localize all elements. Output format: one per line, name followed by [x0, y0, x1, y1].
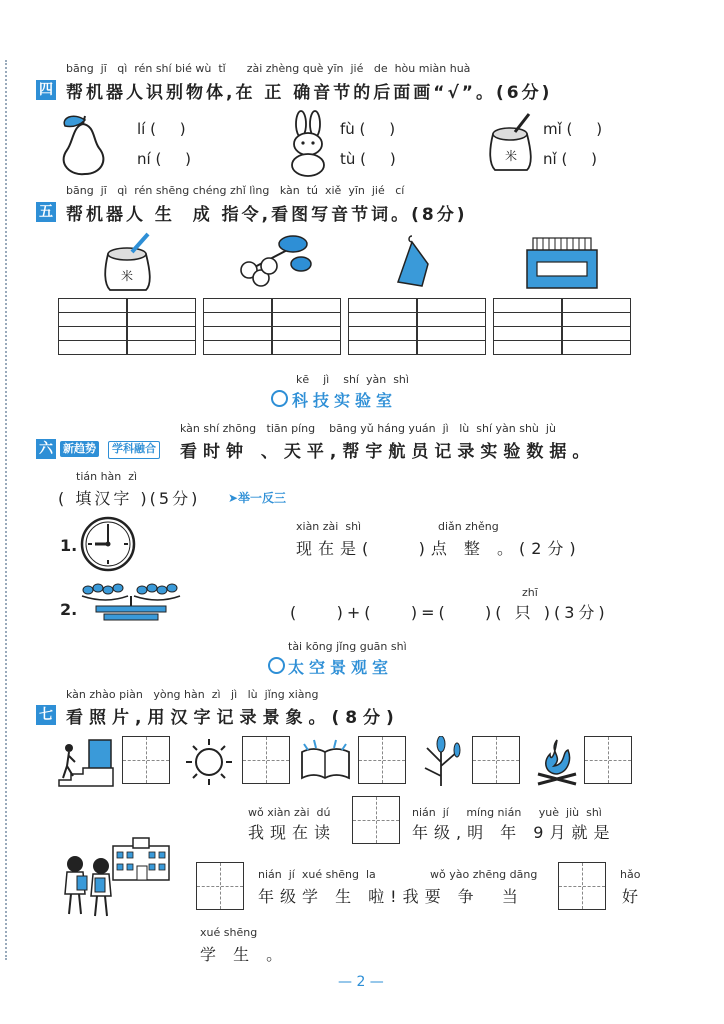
pinyin-write-grid-1[interactable]: [58, 298, 196, 355]
q4-option-1b[interactable]: ní ( ): [137, 150, 191, 168]
q6-item1-no: 1.: [60, 536, 78, 555]
q4-pinyin: bāng jī qì rén shí bié wù tǐ zài zhèng què yīn jié de hòu miàn huà: [66, 62, 471, 75]
climbing-stairs-image: [55, 738, 117, 788]
lab1-title: 科技实验室: [292, 391, 398, 410]
q7-line2-text-a: 年级学 生 啦!我要 争 当: [258, 887, 524, 906]
q7-line3-text: 学 生 。: [200, 945, 289, 964]
q6-item1-text[interactable]: 现在是( )点 整 。(2分): [296, 539, 582, 558]
magnifier-icon: [271, 390, 288, 407]
fruit-branch-image: [235, 232, 315, 292]
lab2-title: 太空景观室: [288, 658, 394, 677]
q7-line1-pinyin-a: wǒ xiàn zài dú: [248, 806, 331, 819]
q6-pinyin: kàn shí zhōng tiān píng bāng yǔ háng yuán jì lù shí yàn shù jù: [180, 422, 556, 435]
char-box[interactable]: [558, 862, 606, 910]
campfire-image: [532, 736, 582, 788]
char-box[interactable]: [242, 736, 290, 784]
q4-number: 四: [36, 80, 56, 100]
lab2-pinyin: tài kōng jǐng guān shì: [288, 640, 407, 653]
q7-line1-text-a: 我现在读: [248, 823, 337, 842]
q6-item2-text[interactable]: ( )+( )=( )( 只 )(3分): [290, 603, 609, 622]
q7-line3-pinyin: xué shēng: [200, 926, 258, 939]
q6-item2-pinyin: zhī: [522, 586, 538, 599]
margin-dotted-line: [5, 60, 7, 960]
subject-fusion-tag: 学科融合: [108, 441, 160, 459]
open-book-image: [298, 738, 353, 786]
q7-text: 看照片,用汉字记录景象。(8分): [66, 708, 400, 728]
q4-option-2b[interactable]: tù ( ): [340, 150, 396, 168]
hanging-cloth-image: [392, 234, 432, 290]
char-box[interactable]: [352, 796, 400, 844]
crayon-box-image: [525, 232, 600, 290]
char-box[interactable]: [584, 736, 632, 784]
q6-text: 看时钟 、天平,帮宇航员记录实验数据。: [180, 442, 596, 462]
balance-scale-image: [76, 580, 186, 622]
pinyin-write-grid-4[interactable]: [493, 298, 631, 355]
q7-line1-text-b: 年级,明 年 9月就是: [412, 823, 616, 842]
q6-sub-pinyin: tián hàn zì: [76, 470, 138, 483]
q4-option-3b[interactable]: nǐ ( ): [543, 150, 597, 168]
svg-text:米: 米: [121, 269, 134, 283]
q7-pinyin: kàn zhào piàn yòng hàn zì jì lù jǐng xiàng: [66, 688, 319, 701]
q6-item2-no: 2.: [60, 600, 78, 619]
new-trend-tag: 新趋势: [60, 441, 99, 457]
hint-link[interactable]: ➤举一反三: [228, 491, 287, 505]
char-box[interactable]: [472, 736, 520, 784]
students-school-image: [55, 836, 175, 918]
lab1-pinyin: kē jì shí yàn shì: [296, 373, 409, 386]
rabbit-image: [283, 110, 333, 178]
rice-bag-image: [100, 232, 155, 294]
q4-option-1a[interactable]: lí ( ): [137, 120, 186, 138]
q4-option-2a[interactable]: fù ( ): [340, 120, 396, 138]
svg-text:米: 米: [505, 149, 518, 163]
q7-line2-pinyin-a: nián jí xué shēng la: [258, 868, 376, 881]
magnifier-icon: [268, 657, 285, 674]
pinyin-write-grid-2[interactable]: [203, 298, 341, 355]
q5-pinyin: bāng jī qì rén shēng chéng zhǐ lìng kàn tú xiě yīn jié cí: [66, 184, 405, 197]
pear-image: [55, 112, 110, 177]
char-box[interactable]: [196, 862, 244, 910]
clock-image: [80, 516, 136, 572]
q7-line2-text-b: 好: [622, 887, 645, 906]
q6-number: 六: [36, 439, 56, 459]
pinyin-write-grid-3[interactable]: [348, 298, 486, 355]
q4-text: 帮机器人识别物体,在 正 确音节的后面画“√”。(6分): [66, 83, 553, 103]
q7-line1-pinyin-b: nián jí míng nián yuè jiù shì: [412, 806, 602, 819]
q5-number: 五: [36, 202, 56, 222]
rice-bag-image: [485, 110, 535, 174]
char-box[interactable]: [358, 736, 406, 784]
sun-image: [184, 737, 234, 787]
rice-plant-image: [417, 736, 465, 788]
q7-number: 七: [36, 705, 56, 725]
q5-text: 帮机器人 生 成 指令,看图写音节词。(8分): [66, 205, 468, 225]
q6-item1-pinyin: xiàn zài shì diǎn zhěng: [296, 520, 499, 533]
char-box[interactable]: [122, 736, 170, 784]
q7-line2-pinyin-c: hǎo: [620, 868, 641, 881]
q6-sub-text: ( 填汉字 )(5分): [58, 489, 201, 508]
q7-line2-pinyin-b: wǒ yào zhēng dāng: [430, 868, 538, 881]
page-number: — 2 —: [338, 974, 384, 990]
q4-option-3a[interactable]: mǐ ( ): [543, 120, 603, 138]
